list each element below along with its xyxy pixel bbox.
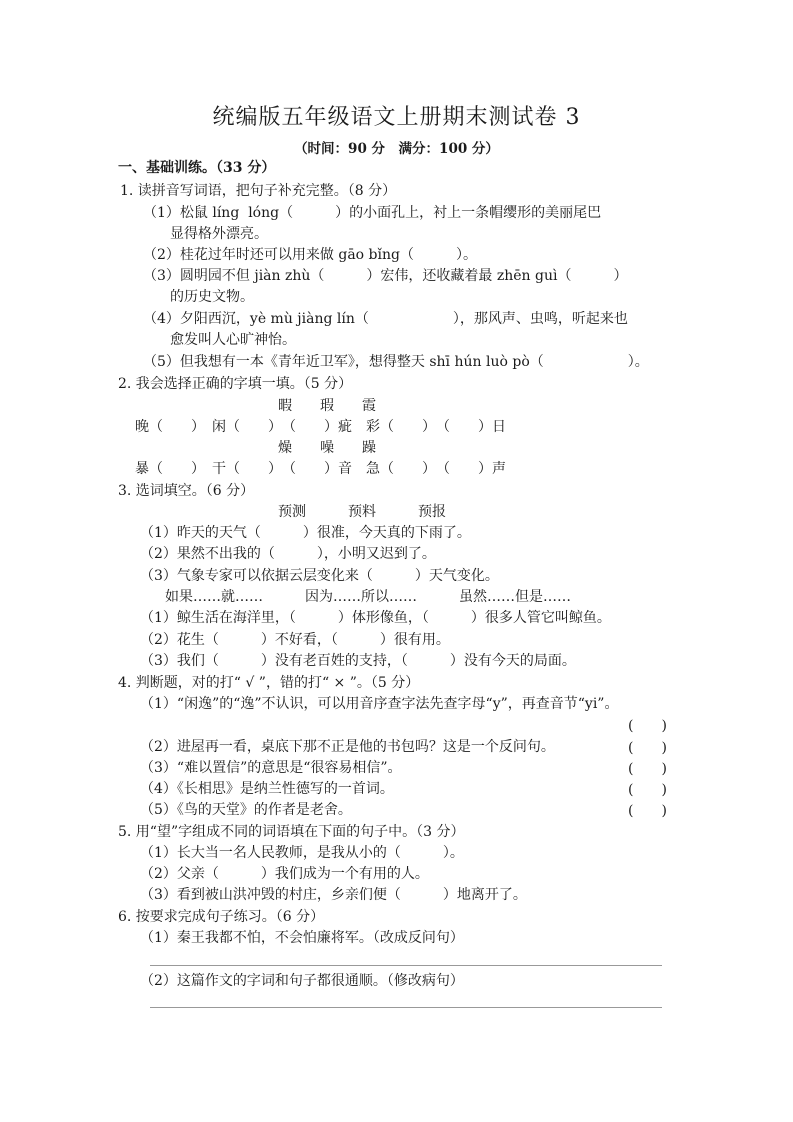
q3-prompt: 3. 选词填空。（6 分） <box>118 483 255 499</box>
q2-prompt: 2. 我会选择正确的字填一填。（5 分） <box>118 376 353 392</box>
q4-item-3: （3）“难以置信”的意思是“很容易相信”。 <box>140 760 402 776</box>
q2-row-2: 暴（ ） 干（ ） （ ）音 急（ ） （ ）声 <box>135 461 506 477</box>
q3-choices-1: 预测 预料 预报 <box>278 504 446 520</box>
q2-choices-1: 暇 瑕 霞 <box>278 398 376 414</box>
q1-item-1: （1）松鼠 líng lóng（ ）的小面孔上，衬上一条帽缨形的美丽尾巴 <box>143 205 602 221</box>
q6-answer-line-1[interactable] <box>150 965 662 966</box>
q4-item-2: （2）进屋再一看，桌底下那不正是他的书包吗？这是一个反问句。 <box>140 739 555 755</box>
q4-answer-5[interactable]: ( ) <box>628 803 667 819</box>
q4-prompt: 4. 判断题，对的打“ √ ”，错的打“ × ”。（5 分） <box>118 675 420 691</box>
q2-choices-2: 燥 噪 躁 <box>278 440 376 456</box>
q3-item-1: （1）昨天的天气（ ）很准，今天真的下雨了。 <box>140 525 471 541</box>
q6-prompt: 6. 按要求完成句子练习。（6 分） <box>118 909 325 925</box>
q3-item-5: （2）花生（ ）不好看，（ ）很有用。 <box>140 632 450 648</box>
q1-item-4: （4）夕阳西沉，yè mù jiàng lín（ ），那风声、虫鸣，听起来也 <box>143 311 628 327</box>
q5-item-2: （2）父亲（ ）我们成为一个有用的人。 <box>140 866 429 882</box>
q1-prompt: 1. 读拼音写词语，把句子补充完整。（8 分） <box>120 183 397 199</box>
q4-answer-4[interactable]: ( ) <box>628 782 667 798</box>
q3-item-3: （3）气象专家可以依据云层变化来（ ）天气变化。 <box>140 568 499 584</box>
q3-item-2: （2）果然不出我的（ ），小明又迟到了。 <box>140 546 436 562</box>
q5-item-3: （3）看到被山洪冲毁的村庄，乡亲们便（ ）地离开了。 <box>140 887 527 903</box>
page-title: 统编版五年级语文上册期末测试卷 3 <box>212 105 581 130</box>
q4-answer-3[interactable]: ( ) <box>628 761 667 777</box>
q6-item-1: （1）秦王我都不怕，不会怕廉将军。（改成反问句） <box>140 930 464 946</box>
q4-item-5: （5）《鸟的天堂》的作者是老舍。 <box>140 802 352 818</box>
q4-answer-2[interactable]: ( ) <box>628 740 667 756</box>
q6-answer-line-2[interactable] <box>150 1007 662 1008</box>
exam-info: （时间：90 分 满分：100 分） <box>294 141 499 157</box>
q6-item-2: （2）这篇作文的字词和句子都很通顺。（修改病句） <box>140 973 464 989</box>
q1-item-5: （5）但我想有一本《青年近卫军》，想得整天 shī hún luò pò（ ）。 <box>143 354 649 370</box>
q3-item-6: （3）我们（ ）没有老百姓的支持，（ ）没有今天的局面。 <box>140 653 576 669</box>
q1-item-4-cont: 愈发叫人心旷神怡。 <box>170 332 296 348</box>
q2-row-1: 晚（ ） 闲（ ） （ ）疵 彩（ ） （ ）日 <box>135 419 506 435</box>
q4-answer-1[interactable]: ( ) <box>628 718 667 734</box>
q5-item-1: （1）长大当一名人民教师，是我从小的（ ）。 <box>140 845 464 861</box>
section-heading: 一、基础训练。（33 分） <box>118 160 276 176</box>
q1-item-2: （2）桂花过年时还可以用来做 gāo bǐng（ ）。 <box>143 247 477 263</box>
q3-item-4: （1）鲸生活在海洋里，（ ）体形像鱼，（ ）很多人管它叫鲸鱼。 <box>140 610 611 626</box>
q1-item-1-cont: 显得格外漂亮。 <box>170 226 268 242</box>
q4-item-1: （1）“闲逸”的“逸”不认识，可以用音序查字法先查字母“y”，再查音节“yi”。 <box>140 696 619 712</box>
q5-prompt: 5. 用“望”字组成不同的词语填在下面的句子中。（3 分） <box>118 824 465 840</box>
q1-item-3: （3）圆明园不但 jiàn zhù（ ）宏伟，还收藏着最 zhēn guì（ ） <box>143 268 628 284</box>
q1-item-3-cont: 的历史文物。 <box>170 289 254 305</box>
q3-choices-2: 如果……就…… 因为……所以…… 虽然……但是…… <box>165 589 571 605</box>
q4-item-4: （4）《长相思》是纳兰性德写的一首词。 <box>140 781 394 797</box>
